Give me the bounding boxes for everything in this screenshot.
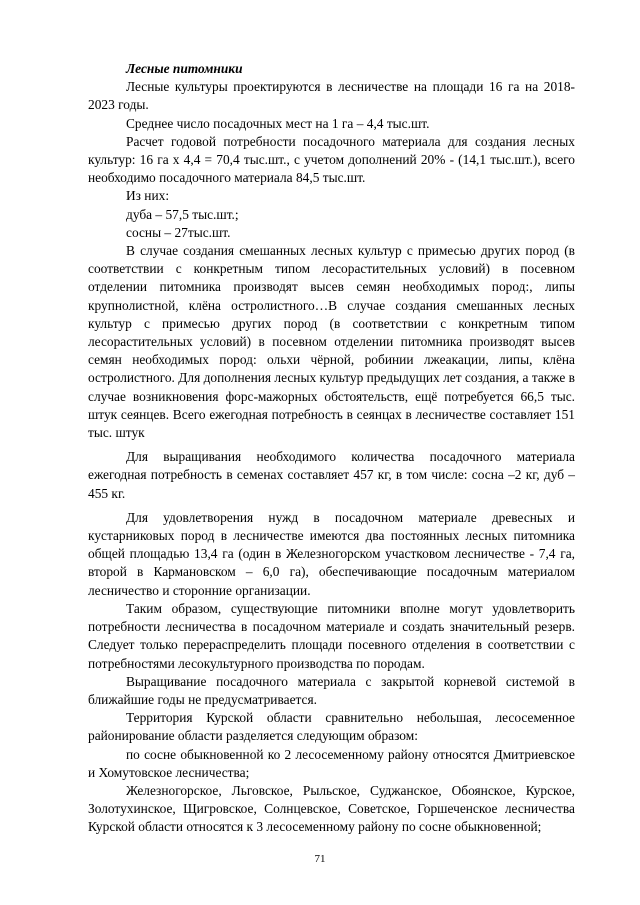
paragraph-zone-3: Железногорское, Льговское, Рыльское, Суджанское, Обоянское, Курское, Золотухинское, Щигровское, Солнцевское, Советское, Горшеченское лесничества Курской области относятся к 3 лесосеменному району по сосне обыкновенной; xyxy=(88,782,575,835)
paragraph-closed-root: Выращивание посадочного материала с закрытой корневой системой в ближайшие годы не предусматривается. xyxy=(88,673,575,707)
paragraph-planting-density: Среднее число посадочных мест на 1 га – 4,4 тыс.шт. xyxy=(126,115,430,131)
paragraph-annual-need-calculation: Расчет годовой потребности посадочного материала для создания лесных культур: 16 га х 4,4 = 70,4 тыс.шт., с учетом дополнений 20% - (14,1 тыс.шт.), всего необходимо посадочного материала 84,5 тыс.шт. xyxy=(88,133,575,186)
section-heading: Лесные питомники xyxy=(126,61,243,76)
paragraph-of-them: Из них: xyxy=(126,188,170,204)
document-page xyxy=(88,60,575,837)
paragraph-forest-cultures-area: Лесные культуры проектируются в лесничестве на площади 16 га на 2018-2023 годы. xyxy=(88,79,575,113)
paragraph-conclusion: Таким образом, существующие питомники вполне могут удовлетворить потребности лесничества в посадочном материале и создать значительный резерв. Следует только перераспределить площади посевного отделения в соответствии с потребностями лесокультурного производства по породам. xyxy=(88,600,575,671)
paragraph-zone-2: по сосне обыкновенной ко 2 лесосеменному району относятся Дмитриевское и Хомутовское лесничества; xyxy=(88,746,575,780)
page-number: 71 xyxy=(314,853,326,865)
paragraph-nurseries: Для удовлетворения нужд в посадочном материале древесных и кустарниковых пород в лесничестве имеются два постоянных лесных питомника общей площадью 13,4 га (один в Железногорском участковом лесничестве - 7,4 га, второй в Кармановском – 6,0 га), обеспечивающие посадочным материалом лесничество и сторонние организации. xyxy=(88,509,575,598)
paragraph-seed-zoning: Территория Курской области сравнительно небольшая, лесосеменное районирование области разделяется следующим образом: xyxy=(88,710,575,744)
paragraph-seed-need: Для выращивания необходимого количества посадочного материала ежегодная потребность в семенах составляет 457 кг, в том числе: сосна –2 кг, дуб – 455 кг. xyxy=(88,449,575,501)
paragraph-mixed-cultures: В случае создания смешанных лесных культур с примесью других пород (в соответствии с конкретным типом лесорастительных условий) в посевном отделении питомника производят высев семян необходимых пород:, липы крупнолистной, клёна остролистного…В случае создания смешанных лесных культур с примесью других пород (в соответствии с конкретным типом лесорастительных условий) в посевном отделении питомника производят высев семян необходимых пород: ольхи чёрной, робинии лжеакации, липы, клёна остролистного. Для дополнения лесных культур предыдущих лет создания, а также в случае возникновения форс-мажорных обстоятельств, ещё потребуется 66,5 тыс. штук сеянцев. Всего ежегодная потребность в сеянцах в лесничестве составляет 151 тыс. штук xyxy=(88,243,575,441)
list-item-pine: сосны – 27тыс.шт. xyxy=(126,224,231,240)
list-item-oak: дуба – 57,5 тыс.шт.; xyxy=(126,206,239,222)
